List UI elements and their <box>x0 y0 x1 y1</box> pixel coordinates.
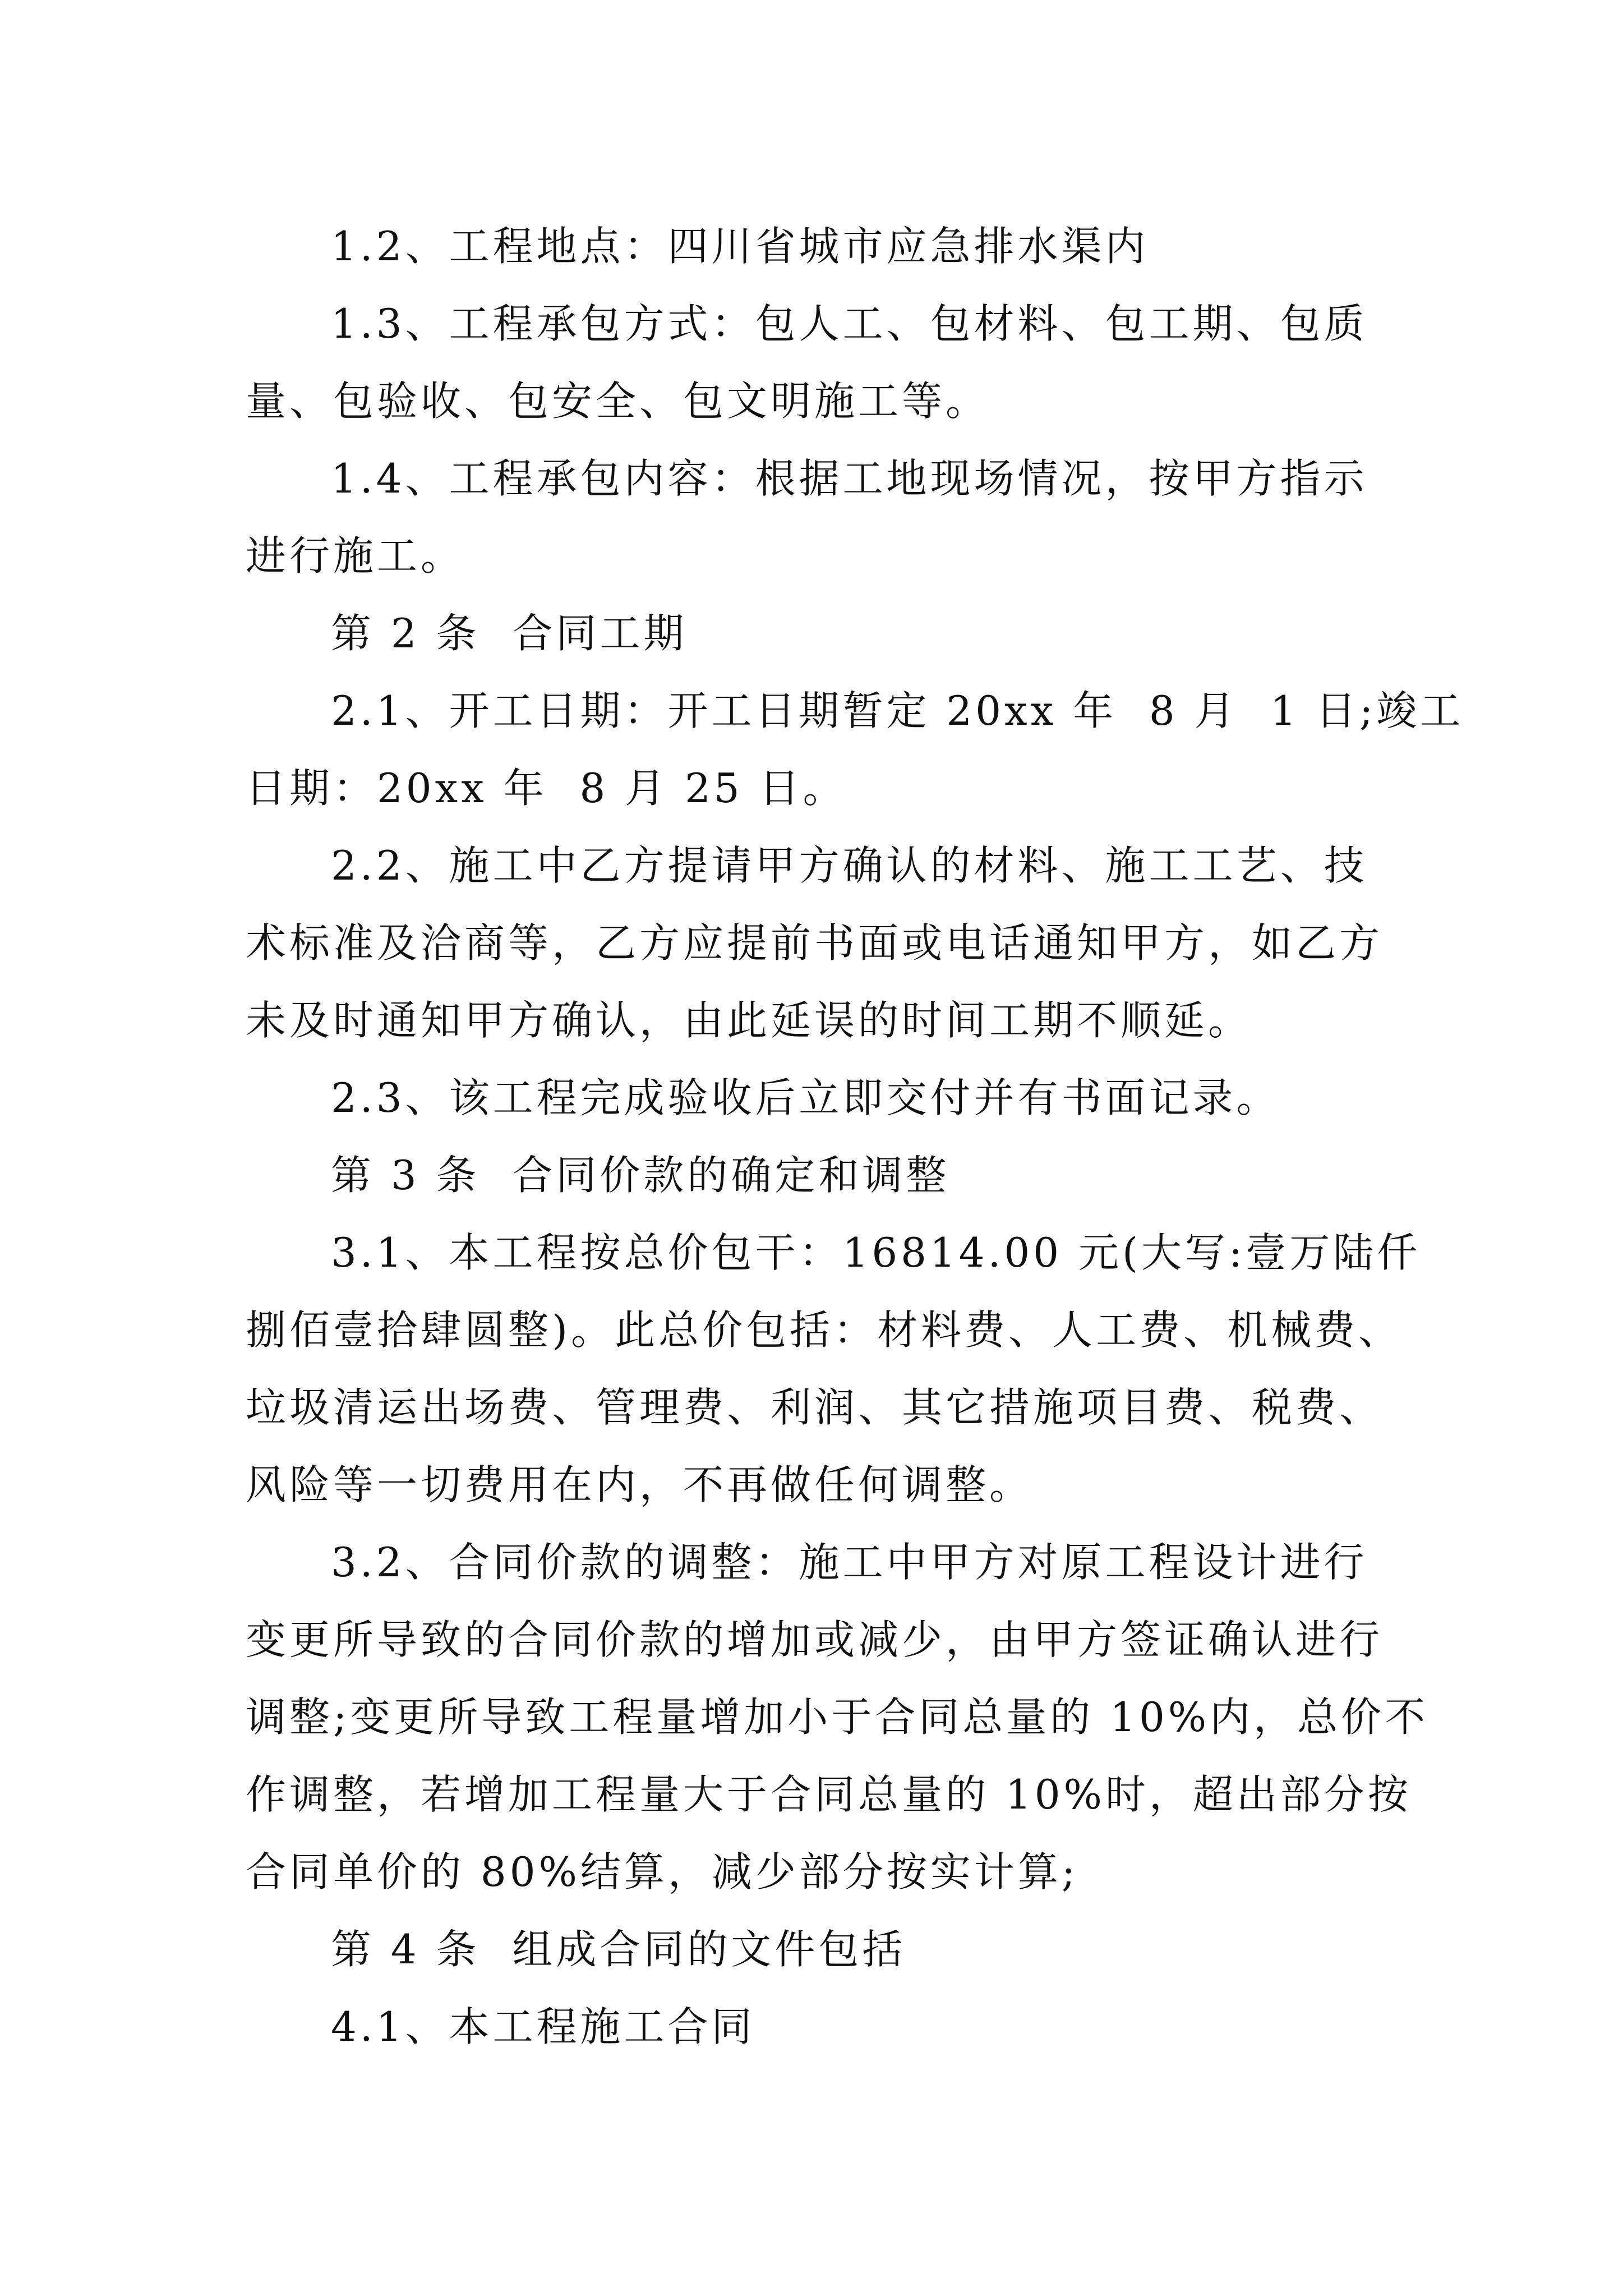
text-line: 量、包验收、包安全、包文明施工等。 <box>246 378 990 425</box>
text-line: 3.2、合同价款的调整：施工中甲方对原工程设计进行 <box>331 1539 1368 1586</box>
text-line: 作调整，若增加工程量大于合同总量的 10%时，超出部分按 <box>246 1771 1412 1818</box>
text-line: 日期：20xx 年 8 月 25 日。 <box>246 765 847 812</box>
text-line: 2.2、施工中乙方提请甲方确认的材料、施工工艺、技 <box>331 842 1368 889</box>
text-line: 2.3、该工程完成验收后立即交付并有书面记录。 <box>331 1074 1280 1121</box>
section-heading: 第 3 条 合同价款的确定和调整 <box>331 1152 950 1199</box>
text-line: 1.4、工程承包内容：根据工地现场情况，按甲方指示 <box>331 455 1368 502</box>
text-line: 进行施工。 <box>246 532 465 579</box>
text-line: 4.1、本工程施工合同 <box>331 2003 755 2050</box>
text-line: 捌佰壹拾肆圆整)。此总价包括：材料费、人工费、机械费、 <box>246 1306 1403 1354</box>
document-body <box>246 208 1464 2065</box>
text-line: 1.3、工程承包方式：包人工、包材料、包工期、包质 <box>331 300 1368 347</box>
text-line: 2.1、开工日期：开工日期暂定 20xx 年 8 月 1 日;竣工 <box>331 687 1464 734</box>
section-heading: 第 4 条 组成合同的文件包括 <box>331 1926 906 1973</box>
section-heading: 第 2 条 合同工期 <box>331 610 688 657</box>
text-line: 3.1、本工程按总价包干：16814.00 元(大写:壹万陆仟 <box>331 1229 1421 1276</box>
text-line: 未及时通知甲方确认，由此延误的时间工期不顺延。 <box>246 997 1252 1044</box>
text-line: 风险等一切费用在内，不再做任何调整。 <box>246 1461 1034 1508</box>
text-line: 1.2、工程地点：四川省城市应急排水渠内 <box>331 223 1149 270</box>
text-line: 术标准及洽商等，乙方应提前书面或电话通知甲方，如乙方 <box>246 919 1384 967</box>
text-line: 调整;变更所导致工程量增加小于合同总量的 10%内，总价不 <box>246 1694 1429 1741</box>
text-line: 合同单价的 80%结算，减少部分按实计算; <box>246 1848 1079 1895</box>
text-line: 垃圾清运出场费、管理费、利润、其它措施项目费、税费、 <box>246 1384 1384 1431</box>
text-line: 变更所导致的合同价款的增加或减少，由甲方签证确认进行 <box>246 1616 1384 1663</box>
